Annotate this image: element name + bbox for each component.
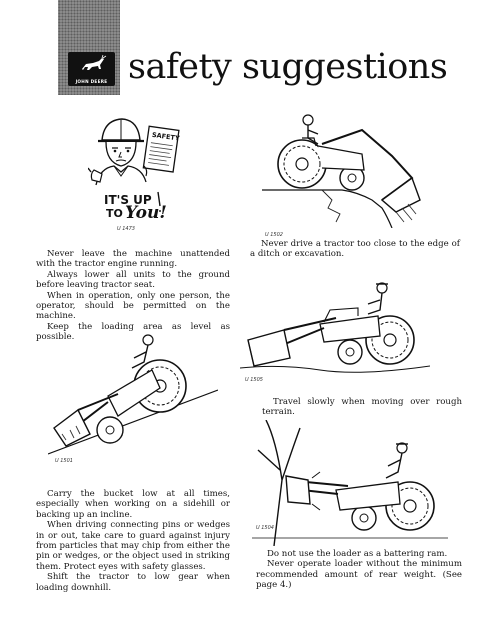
john-deere-logo <box>68 52 115 86</box>
paragraph: Travel slowly when moving over rough terrain. <box>262 397 462 418</box>
mid-right-caption <box>262 397 462 418</box>
badge-you: You! <box>125 203 167 223</box>
figure-ref-u1505: U 1505 <box>245 377 263 383</box>
deer-icon <box>68 52 115 78</box>
page-title: safety suggestions <box>128 47 448 87</box>
paragraph: Keep the loading area as level as possible. <box>36 321 230 343</box>
safety-man-illustration <box>88 110 188 230</box>
paragraph: Never operate loader without the minimum recommended amount of rear weight. (See page 4.) <box>256 559 462 591</box>
paragraph: Carry the bucket low at all times, especially when working on a sidehill or backing up an incline. <box>36 489 230 520</box>
ditch-tractor-illustration <box>262 104 432 228</box>
paragraph: When driving connecting pins or wedges in or out, take care to guard against injury from particles that may chip from either the pin or wedges, or the object used in striking them. Protect eyes with safety glasses. <box>36 520 230 572</box>
badge-line-2: TO <box>106 207 123 220</box>
top-right-caption <box>250 239 460 260</box>
bottom-right-caption <box>256 549 462 591</box>
paragraph: Shift the tractor to low gear when loading downhill. <box>36 572 230 593</box>
mid-left-text <box>36 489 230 593</box>
battering-ram-illustration <box>252 420 448 546</box>
badge-line-1: IT'S UP <box>104 193 152 207</box>
figure-ref-u1501: U 1501 <box>55 458 73 464</box>
paragraph: Do not use the loader as a battering ram. <box>267 549 448 559</box>
figure-ref-u1502: U 1502 <box>265 232 283 238</box>
paragraph: Never drive a tractor too close to the edge of a ditch or excavation. <box>250 239 460 260</box>
paragraph: Always lower all units to the ground before leaving tractor seat. <box>36 269 230 291</box>
logo-wordmark: JOHN DEERE <box>75 79 108 84</box>
sidehill-tractor-illustration <box>48 330 218 456</box>
top-left-text <box>36 249 230 343</box>
figure-ref-u1473: U 1473 <box>117 226 135 232</box>
paragraph: Never leave the machine unattended with the tractor engine running. <box>36 249 230 270</box>
rough-terrain-illustration <box>240 270 430 384</box>
safety-sheet-label: SAFETY <box>151 130 181 143</box>
figure-ref-u1504: U 1504 <box>256 525 274 531</box>
paragraph: When in operation, only one person, the operator, should be permitted on the machine. <box>36 290 230 322</box>
